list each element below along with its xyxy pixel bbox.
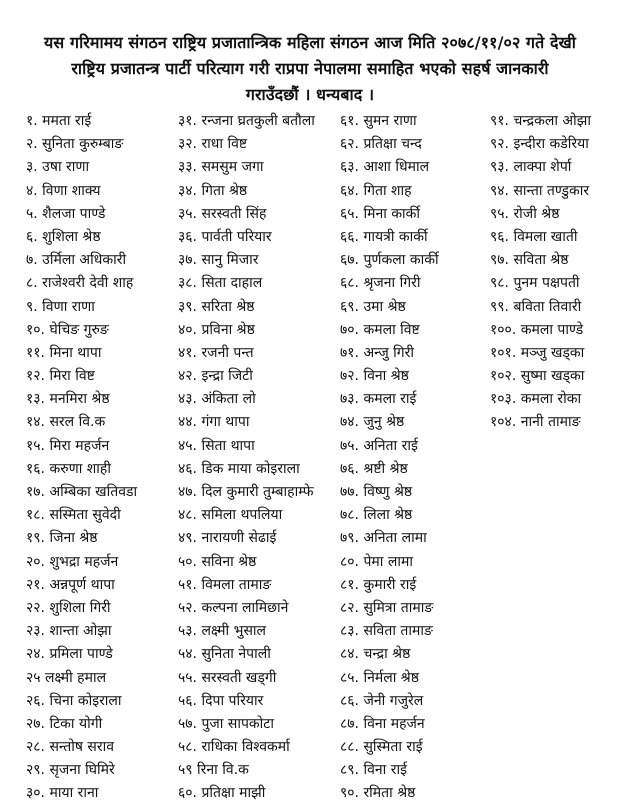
list-item: ७५. अनिता राई xyxy=(340,437,418,454)
list-item: ५६. दिपा परियार xyxy=(178,692,264,709)
list-item: ३३. समसुम जगा xyxy=(178,159,264,176)
list-item: ४३. अंकिता लो xyxy=(178,391,256,408)
list-item: ३१. रन्जना घ्रतकुली बतौला xyxy=(178,113,315,129)
list-item: ५. शैलजा पाण्डे xyxy=(26,205,106,222)
list-item: २४. प्रमिला पाण्डे xyxy=(26,646,113,663)
list-item: २९. सृजना घिमिरे xyxy=(26,762,115,779)
list-item: ३. उषा राणा xyxy=(26,159,90,176)
list-item: ९२. इन्दीरा कडेरिया xyxy=(490,136,589,153)
list-item: ६७. पुर्णकला कार्की xyxy=(340,252,439,269)
list-item: ३४. गिता श्रेष्ठ xyxy=(178,182,248,199)
list-item: ३२. राधा विष्ट xyxy=(178,136,248,153)
list-item: ३९. सरिता श्रेष्ठ xyxy=(178,298,255,315)
list-item: १०३. कमला रोका xyxy=(490,391,582,408)
list-item: ५९ रिना वि.क xyxy=(178,762,249,779)
list-item: ३०. माया राना xyxy=(26,785,99,802)
list-item: १०. घेचिङ गुरुङ xyxy=(26,321,109,338)
list-item: ९८. पुनम पक्षपती xyxy=(490,275,580,292)
list-item: १०४. नानी तामाङ xyxy=(490,414,581,431)
list-item: ३८. सिता दाहाल xyxy=(178,275,263,292)
list-item: २७. टिका योगी xyxy=(26,715,103,732)
list-item: ७३. कमला राई xyxy=(340,391,417,408)
list-item: ४२. इन्द्रा जिटी xyxy=(178,368,253,385)
announcement-line-1: यस गरिमामय संगठन राष्ट्रिय प्रजातान्त्रिक महिला संगठन आज मिति २०७८/११/०२ गते देखी xyxy=(44,33,576,52)
name-list-column-2 xyxy=(178,110,338,806)
list-item: १०१. मञ्जु खड्का xyxy=(490,344,585,361)
list-item: ७८. लिला श्रेष्ठ xyxy=(340,507,413,524)
list-item: ८३. सविता तामाङ xyxy=(340,623,433,640)
list-item: १५. मिरा महर्जन xyxy=(26,437,110,454)
list-item: ५७. पुजा सापकोटा xyxy=(178,715,274,732)
list-item: २१. अन्नपूर्ण थापा xyxy=(26,576,115,593)
list-item: १२. मिरा विष्ट xyxy=(26,368,95,385)
list-item: १००. कमला पाण्डे xyxy=(490,321,584,338)
list-item: ४५. सिता थापा xyxy=(178,437,255,454)
list-item: ७६. श्रष्टी श्रेष्ठ xyxy=(340,460,408,477)
list-item: ६४. गिता शाह xyxy=(340,182,412,199)
list-item: ६. शुशिला श्रेष्ठ xyxy=(26,228,101,245)
name-list-column-1 xyxy=(26,110,176,806)
list-item: ६६. गायत्री कार्की xyxy=(340,228,428,245)
list-item: २२. शुशिला गिरी xyxy=(26,599,111,616)
list-item: २०. शुभद्रा महर्जन xyxy=(26,553,119,570)
list-item: १६. करुणा शाही xyxy=(26,460,111,477)
list-item: ८. राजेश्वरी देवी शाह xyxy=(26,275,134,292)
list-item: २५ लक्ष्मी हमाल xyxy=(26,669,107,686)
list-item: ७. उर्मिला अधिकारी xyxy=(26,252,127,269)
list-item: ६३. आशा धिमाल xyxy=(340,159,430,176)
list-item: ३७. सानु मिजार xyxy=(178,252,259,269)
list-item: ७९. अनिता लामा xyxy=(340,530,427,547)
list-item: ८१. कुमारी राई xyxy=(340,576,417,593)
announcement-line-3: गराउँदछौं । धन्यबाद । xyxy=(245,85,375,104)
list-item: ४८. समिला थपलिया xyxy=(178,507,283,524)
list-item: ९६. विमला खाती xyxy=(490,228,578,245)
list-item: ४७. दिल कुमारी तुम्बाहाम्फे xyxy=(178,484,314,500)
list-item: ५८. राधिका विश्वकर्मा xyxy=(178,739,290,756)
list-item: ५४. सुनिता नेपाली xyxy=(178,646,271,663)
list-item: ९. विणा राणा xyxy=(26,298,95,315)
list-item: ९१. चन्द्रकला ओझा xyxy=(490,113,591,129)
list-item: ४१. रजनी पन्त xyxy=(178,344,254,361)
list-item: ४४. गंगा थापा xyxy=(178,414,250,431)
list-item: ५१. विमला तामाङ xyxy=(178,576,272,593)
list-item: ५५. सरस्वती खड्गी xyxy=(178,669,277,686)
list-item: ६८. श्रृजना गिरी xyxy=(340,275,421,292)
list-item: ८२. सुमित्रा तामाङ xyxy=(340,599,434,616)
list-item: ६५. मिना कार्की xyxy=(340,205,421,222)
list-item: ३५. सरस्वती सिंह xyxy=(178,205,267,222)
list-item: ४६. डिक माया कोइराला xyxy=(178,460,300,477)
list-item: ६१. सुमन राणा xyxy=(340,113,417,129)
name-list-column-4 xyxy=(490,110,620,435)
list-item: १७. अम्बिका खतिवडा xyxy=(26,484,138,500)
list-item: २३. शान्ता ओझा xyxy=(26,623,112,640)
list-item: ९७. सविता श्रेष्ठ xyxy=(490,252,569,269)
list-item: ८६. जेनी गजुरेल xyxy=(340,692,424,709)
list-item: ८४. चन्द्रा श्रेष्ठ xyxy=(340,646,411,663)
list-item: १०२. सुष्मा खड्का xyxy=(490,368,585,385)
list-item: ४. विणा शाक्य xyxy=(26,182,101,199)
list-item: ५२. कल्पना लामिछाने xyxy=(178,599,289,616)
list-item: ९३. लाक्पा शेर्पा xyxy=(490,159,572,176)
list-item: १. ममता राई xyxy=(26,113,92,129)
name-list-column-3 xyxy=(340,110,490,806)
list-item: ९५. रोजी श्रेष्ठ xyxy=(490,205,560,222)
list-item: ८७. विना महर्जन xyxy=(340,715,425,732)
list-item: ९०. रमिता श्रेष्ठ xyxy=(340,785,416,802)
list-item: ४९. नारायणी सेढाई xyxy=(178,530,277,547)
list-item: ७०. कमला विष्ट xyxy=(340,321,420,338)
list-item: ५३. लक्ष्मी भुसाल xyxy=(178,623,267,640)
list-item: ८५. निर्मला श्रेष्ठ xyxy=(340,669,419,686)
list-item: ४०. प्रविना श्रेष्ठ xyxy=(178,321,255,338)
list-item: ७१. अन्जु गिरी xyxy=(340,344,415,361)
list-item: २. सुनिता कुरुम्बाङ xyxy=(26,136,124,153)
list-item: ११. मिना थापा xyxy=(26,344,102,361)
list-item: २६. चिना कोइराला xyxy=(26,692,122,709)
list-item: ६०. प्रतिक्षा माझी xyxy=(178,785,266,802)
list-item: १३. मनमिरा श्रेष्ठ xyxy=(26,391,110,408)
list-item: १८. सस्मिता सुवेदी xyxy=(26,507,121,524)
list-item: ७७. विष्णु श्रेष्ठ xyxy=(340,484,413,500)
list-item: ७४. जुनु श्रेष्ठ xyxy=(340,414,405,431)
list-item: ६२. प्रतिक्षा चन्द xyxy=(340,136,422,153)
list-item: ७२. विना श्रेष्ठ xyxy=(340,368,409,385)
announcement-line-2: राष्ट्रिय प्रजातन्त्र पार्टी परित्याग गरी राप्रपा नेपालमा समाहित भएको सहर्ष जानकारी xyxy=(71,59,549,78)
list-item: १४. सरल वि.क xyxy=(26,414,106,431)
list-item: १९. जिना श्रेष्ठ xyxy=(26,530,98,547)
list-item: ९४. सान्ता तण्डुकार xyxy=(490,182,590,199)
list-item: ८०. पेमा लामा xyxy=(340,553,413,570)
list-item: ६९. उमा श्रेष्ठ xyxy=(340,298,406,315)
list-item: २८. सन्तोष सराव xyxy=(26,739,114,756)
list-item: ५०. सविना श्रेष्ठ xyxy=(178,553,257,570)
list-item: ९९. बविता तिवारी xyxy=(490,298,582,315)
announcement-header xyxy=(20,30,600,108)
list-item: ३६. पार्वती परियार xyxy=(178,228,272,245)
list-item: ८९. विना राई xyxy=(340,762,407,779)
list-item: ८८. सुस्मिता राई xyxy=(340,739,423,756)
